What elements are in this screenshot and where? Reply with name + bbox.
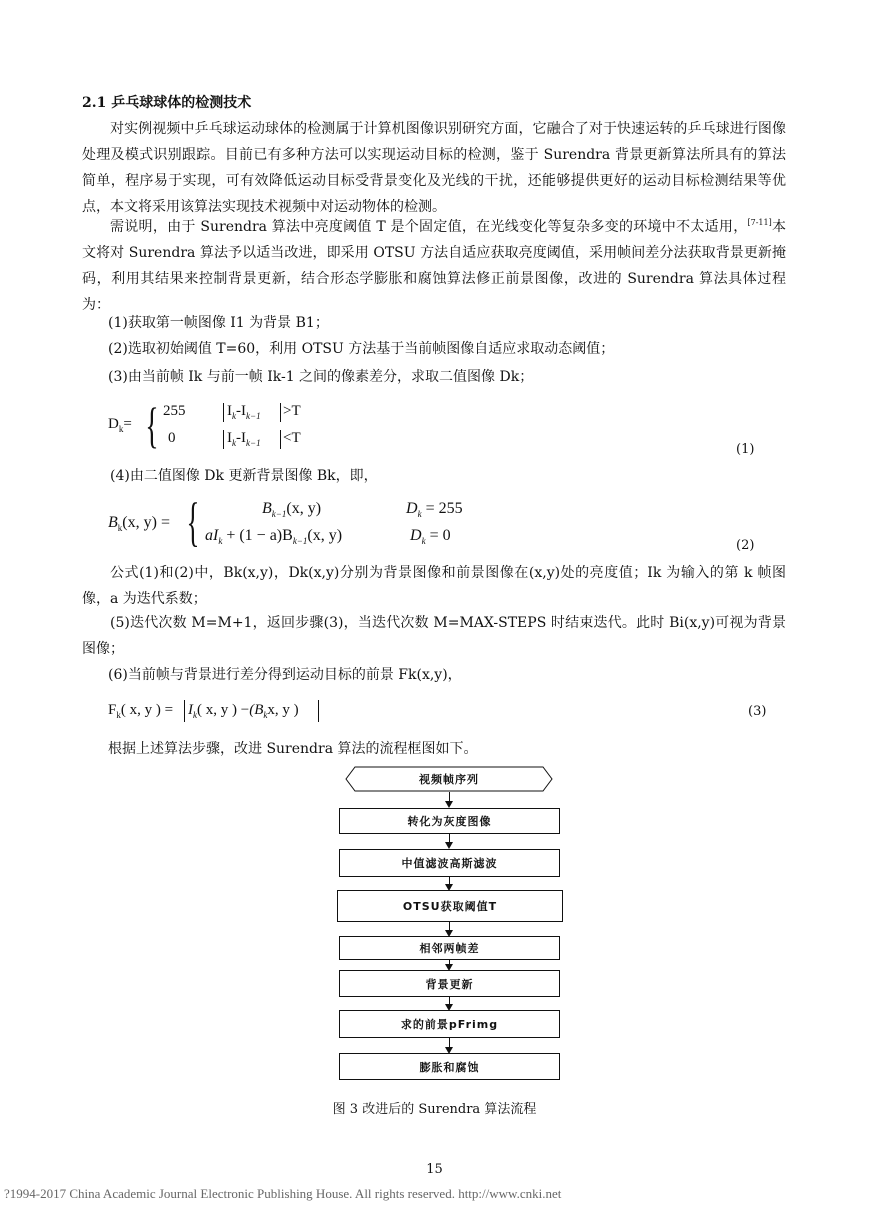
step-5: (5)迭代次数 M=M+1，返回步骤(3)，当迭代次数 M=MAX-STEPS 时结束迭代。此时 Bi(x,y)可视为背景图像； <box>82 615 786 657</box>
eq3-abs-bar <box>184 700 185 722</box>
step-2: (2)选取初始阈值 T=60，利用 OTSU 方法基于当前帧图像自适应求取动态阈值； <box>108 341 615 357</box>
flowchart-node-frame-diff: 相邻两帧差 <box>339 936 560 960</box>
eq1-row2-rel: <T <box>283 430 301 446</box>
flowchart-node-otsu: OTSU获取阈值T <box>337 890 563 922</box>
section-heading: 2.1 乒乓球球体的检测技术 <box>82 95 252 111</box>
figure-caption: 图 3 改进后的 Surendra 算法流程 <box>332 1102 537 1117</box>
step-4: (4)由二值图像 Dk 更新背景图像 Bk，即， <box>110 468 378 484</box>
eq3-lhs: $F_k$( x, y ) = <box>108 702 174 720</box>
eq2-row2-cond: $D_k = 0$ <box>410 527 451 546</box>
eq1-row2-cond: $I_k-I_{k-1}$ <box>227 430 261 448</box>
step-6: (6)当前帧与背景进行差分得到运动目标的前景 Fk(x,y)， <box>108 667 462 683</box>
paragraph-intro: 对实例视频中乒乓球运动球体的检测属于计算机图像识别研究方面，它融合了对于快速运转的乒乓球进行图像处理及模式识别跟踪。目前已有多种方法可以实现运动目标的检测，鉴于 Surendra 背景更新算法所具有的算法简单，程序易于实现，可有效降低运动目标受背景变化及光线的干扰，还能够提供更好的运动目标检测结果等优点，本文将采用该算法实现技术视频中对运动物体的检测。 <box>82 121 786 215</box>
flowchart-node-filter: 中值滤波高斯滤波 <box>339 849 560 877</box>
eq1-abs-bar <box>223 403 224 422</box>
paragraph-formula-note: 公式(1)和(2)中，Bk(x,y)，Dk(x,y)分别为背景图像和前景图像在(x,y)处的亮度值；Ik 为输入的第 k 帧图像，a 为迭代系数； <box>82 565 786 607</box>
eq1-row1-rel: >T <box>283 403 301 419</box>
eq1-row2-value: 0 <box>168 430 176 446</box>
page-number: 15 <box>426 1162 443 1177</box>
eq2-row2-expr: $aI_k + (1 - a)B_{k-1}(x$, y) <box>205 527 343 546</box>
flowchart-node-foreground: 求的前景pFrimg <box>339 1010 560 1038</box>
eq2-lhs: $B_k(x$, y) = <box>108 514 170 533</box>
eq1-brace: { <box>145 397 159 453</box>
equation-number-3: (3) <box>748 704 767 719</box>
eq1-row1-cond: $I_k-I_{k-1}$ <box>227 403 261 421</box>
flowchart-node-background-update: 背景更新 <box>339 970 560 997</box>
flowchart-node-video-frames: 视频帧序列 <box>419 773 479 786</box>
step-1: (1)获取第一帧图像 I1 为背景 B1； <box>108 315 329 331</box>
eq2-brace: { <box>186 492 200 552</box>
paragraph-improvement <box>82 210 786 318</box>
eq1-abs-bar <box>223 430 224 449</box>
eq3-rhs: $I_k$( x, y ) $-(B_kx$, y ) <box>188 702 299 720</box>
eq1-abs-bar <box>280 403 281 422</box>
paragraph-improvement-part2: 本文将对 Surendra 算法予以适当改进，即采用 OTSU 方法自适应获取亮度阈值，采用帧间差分法获取背景更新掩码，利用其结果来控制背景更新，结合形态学膨胀和腐蚀算法修正前景图像，改进的 Surendra 算法具体过程为： <box>82 219 786 313</box>
eq1-row1-value: 255 <box>163 403 186 419</box>
eq2-row1-expr: $B_{k-1}(x$, y) <box>262 500 322 519</box>
eq3-abs-bar <box>318 700 319 722</box>
step-3: (3)由当前帧 Ik 与前一帧 Ik-1 之间的像素差分，求取二值图像 Dk； <box>108 369 534 385</box>
eq2-row1-cond: $D_k = 255$ <box>406 500 463 519</box>
citation-ref: [7-11] <box>747 218 772 227</box>
paragraph-improvement-part1: 需说明，由于 Surendra 算法中亮度阈值 T 是个固定值，在光线变化等复杂多变的环境中不太适用， <box>110 219 748 235</box>
flowchart-node-grayscale: 转化为灰度图像 <box>339 808 560 834</box>
equation-number-2: (2) <box>736 538 755 553</box>
equation-number-1: (1) <box>736 442 755 457</box>
flow-arrowhead <box>445 842 453 849</box>
eq1-abs-bar <box>280 430 281 449</box>
flow-arrowhead <box>445 801 453 808</box>
paragraph-flow-intro: 根据上述算法步骤，改进 Surendra 算法的流程框图如下。 <box>108 741 478 757</box>
copyright-footer: ?1994-2017 China Academic Journal Electronic Publishing House. All rights reserved. http://www.cnki.net <box>4 1186 562 1201</box>
flowchart-node-dilate-erode: 膨胀和腐蚀 <box>339 1053 560 1080</box>
eq1-lhs: $D_k=$ <box>108 416 132 434</box>
